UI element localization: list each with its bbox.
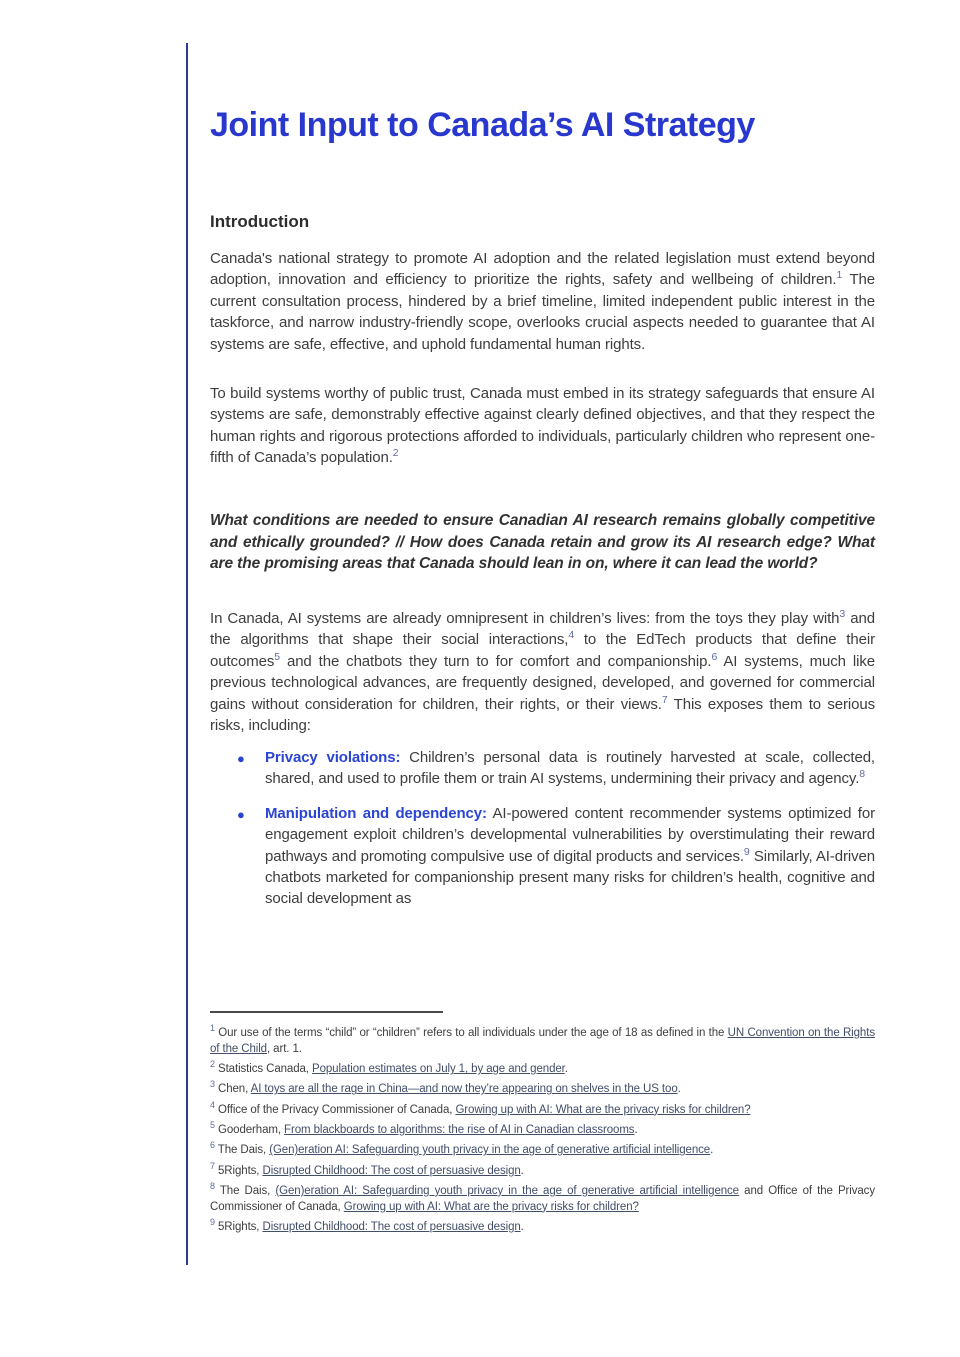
footnote-number: 3 — [210, 1079, 215, 1090]
footnote-ref-1[interactable]: 1 — [836, 269, 843, 282]
footnote-number: 6 — [210, 1140, 215, 1151]
footnote-5 — [210, 1120, 875, 1139]
footnote-7 — [210, 1160, 875, 1180]
footnote-text: Statistics Canada, — [218, 1063, 312, 1076]
footnote-text: . — [634, 1123, 638, 1136]
paragraph-text: The current consultation process, hindered by a brief timeline, limited independent public interest in the taskforce, and narrow industry-friendly scope, overlooks crucial aspects needed to guarantee that AI systems are safe, effective, and uphold fundamental human rights. — [210, 271, 876, 353]
paragraph-text: In Canada, AI systems are already omnipresent in children’s lives: from the toys they play with — [210, 610, 840, 627]
risk-bullet-list — [210, 747, 875, 923]
footnote-text: Chen, — [218, 1083, 251, 1096]
footnote-number: 1 — [210, 1023, 215, 1034]
footnote-text: . — [520, 1164, 524, 1177]
footnote-3 — [210, 1079, 875, 1098]
footnote-link[interactable]: Growing up with AI: What are the privacy risks for children? — [455, 1103, 751, 1116]
left-accent-line — [186, 43, 188, 1265]
footnote-ref-6[interactable]: 6 — [711, 650, 718, 663]
footnote-ref-4[interactable]: 4 — [568, 629, 575, 642]
footnote-8 — [210, 1181, 875, 1216]
paragraph-text: and the algorithms that shape their social interactions, — [210, 610, 876, 649]
paragraph-risks — [210, 608, 875, 736]
footnote-link[interactable]: UN Convention on the Rights of the Child — [210, 1027, 875, 1055]
paragraph-text: Canada's national strategy to promote AI adoption and the related legislation must extend beyond adoption, innovation and efficiency to prioritize the rights, safety and wellbeing of children. — [210, 250, 875, 289]
footnote-text: . — [677, 1083, 681, 1096]
bullet-text: Children’s personal data is routinely harvested at scale, collected, shared, and used to profile them or train AI systems, undermining their privacy and agency. — [265, 749, 876, 788]
footnote-number: 5 — [210, 1120, 215, 1131]
footnote-6 — [210, 1140, 875, 1159]
paragraph-intro-1 — [210, 248, 875, 355]
footnote-text: 5Rights, — [218, 1220, 263, 1233]
footnote-ref-7[interactable]: 7 — [661, 693, 668, 706]
footnote-ref-2[interactable]: 2 — [392, 447, 399, 460]
footnote-text: . — [710, 1144, 714, 1157]
footnote-2 — [210, 1059, 875, 1078]
footnote-9 — [210, 1217, 875, 1236]
footnote-link[interactable]: Growing up with AI: What are the privacy risks for children? — [343, 1200, 639, 1213]
footnote-ref-8[interactable]: 8 — [859, 768, 866, 781]
paragraph-intro-2 — [210, 383, 875, 469]
footnote-text: Gooderham, — [218, 1123, 285, 1136]
footnote-number: 2 — [210, 1059, 215, 1070]
footnote-text: . — [520, 1220, 524, 1233]
footnotes-section — [210, 1023, 875, 1240]
footnote-text: Office of the Privacy Commissioner of Canada, — [218, 1103, 456, 1116]
footnote-text: The Dais, — [219, 1184, 276, 1197]
page-title: Joint Input to Canada’s AI Strategy — [210, 106, 755, 144]
footnote-number: 8 — [210, 1181, 215, 1192]
footnote-text: and Office of the Privacy Commissioner of Canada, — [210, 1184, 875, 1213]
footnote-4 — [210, 1099, 875, 1119]
footnote-ref-5[interactable]: 5 — [274, 650, 280, 663]
bullet-item-privacy-violations — [210, 747, 875, 790]
footnote-link[interactable]: Disrupted Childhood: The cost of persuasive design — [262, 1220, 521, 1233]
footnote-ref-3[interactable]: 3 — [839, 608, 846, 620]
paragraph-text: AI systems, much like previous technological advances, are frequently designed, developed, and governed for commercial gains without consideration for children, their rights, or their views. — [210, 652, 875, 713]
footnote-link[interactable]: (Gen)eration AI: Safeguarding youth privacy in the age of generative artificial intelligence — [275, 1184, 739, 1197]
footnote-separator — [210, 1011, 443, 1013]
footnote-text: . — [564, 1063, 568, 1076]
footnote-link[interactable]: Disrupted Childhood: The cost of persuasive design — [262, 1164, 521, 1177]
bullet-label: Privacy violations: — [265, 749, 401, 766]
bullet-text: Similarly, AI-driven chatbots marketed for companionship present many risks for children’s health, cognitive and social development as — [265, 847, 875, 908]
footnote-text: The Dais, — [217, 1144, 270, 1157]
footnote-number: 9 — [210, 1217, 215, 1228]
footnote-link[interactable]: Population estimates on July 1, by age and gender — [312, 1063, 565, 1076]
footnote-1 — [210, 1023, 875, 1058]
paragraph-text: and the chatbots they turn to for comfort and companionship. — [279, 652, 712, 670]
footnote-text: Our use of the terms “child” or “children” refers to all individuals under the age of 18 as defined in the — [218, 1027, 728, 1039]
bullet-text: AI-powered content recommender systems optimized for engagement exploit children’s developmental vulnerabilities by overstimulating their reward pathways and promoting compulsive use of digital products and services. — [265, 804, 875, 865]
bullet-label: Manipulation and dependency: — [265, 804, 487, 822]
footnote-link[interactable]: (Gen)eration AI: Safeguarding youth privacy in the age of generative artificial intelligence — [269, 1144, 711, 1157]
footnote-link[interactable]: AI toys are all the rage in China—and now they’re appearing on shelves in the US too — [250, 1083, 678, 1096]
footnote-text: , art. 1. — [266, 1042, 302, 1055]
question-heading: What conditions are needed to ensure Canadian AI research remains globally competitive and ethically grounded? // How does Canada retain and grow its AI research edge? What are the promising areas that Canada should lean in on, where it can lead the world? — [210, 512, 875, 573]
bullet-icon: ● — [237, 806, 245, 822]
document-content — [210, 0, 875, 1357]
paragraph-text: This exposes them to serious risks, including: — [210, 695, 875, 735]
section-heading-introduction: Introduction — [210, 212, 310, 231]
paragraph-text: To build systems worthy of public trust, Canada must embed in its strategy safeguards that ensure AI systems are safe, demonstrably effective against clearly defined objectives, and that they respect the human rights and rigorous protections afforded to individuals, particularly children who represent one-fifth of Canada’s population. — [210, 385, 875, 467]
footnote-number: 4 — [210, 1099, 215, 1110]
footnote-number: 7 — [210, 1160, 215, 1171]
paragraph-text: to the EdTech products that define their outcomes — [210, 631, 875, 670]
bullet-item-manipulation-dependency — [210, 803, 875, 910]
footnote-link[interactable]: From blackboards to algorithms: the rise of AI in Canadian classrooms — [284, 1123, 635, 1136]
footnote-ref-9[interactable]: 9 — [743, 845, 750, 858]
footnote-text: 5Rights, — [218, 1164, 263, 1177]
bullet-icon: ● — [237, 751, 245, 766]
